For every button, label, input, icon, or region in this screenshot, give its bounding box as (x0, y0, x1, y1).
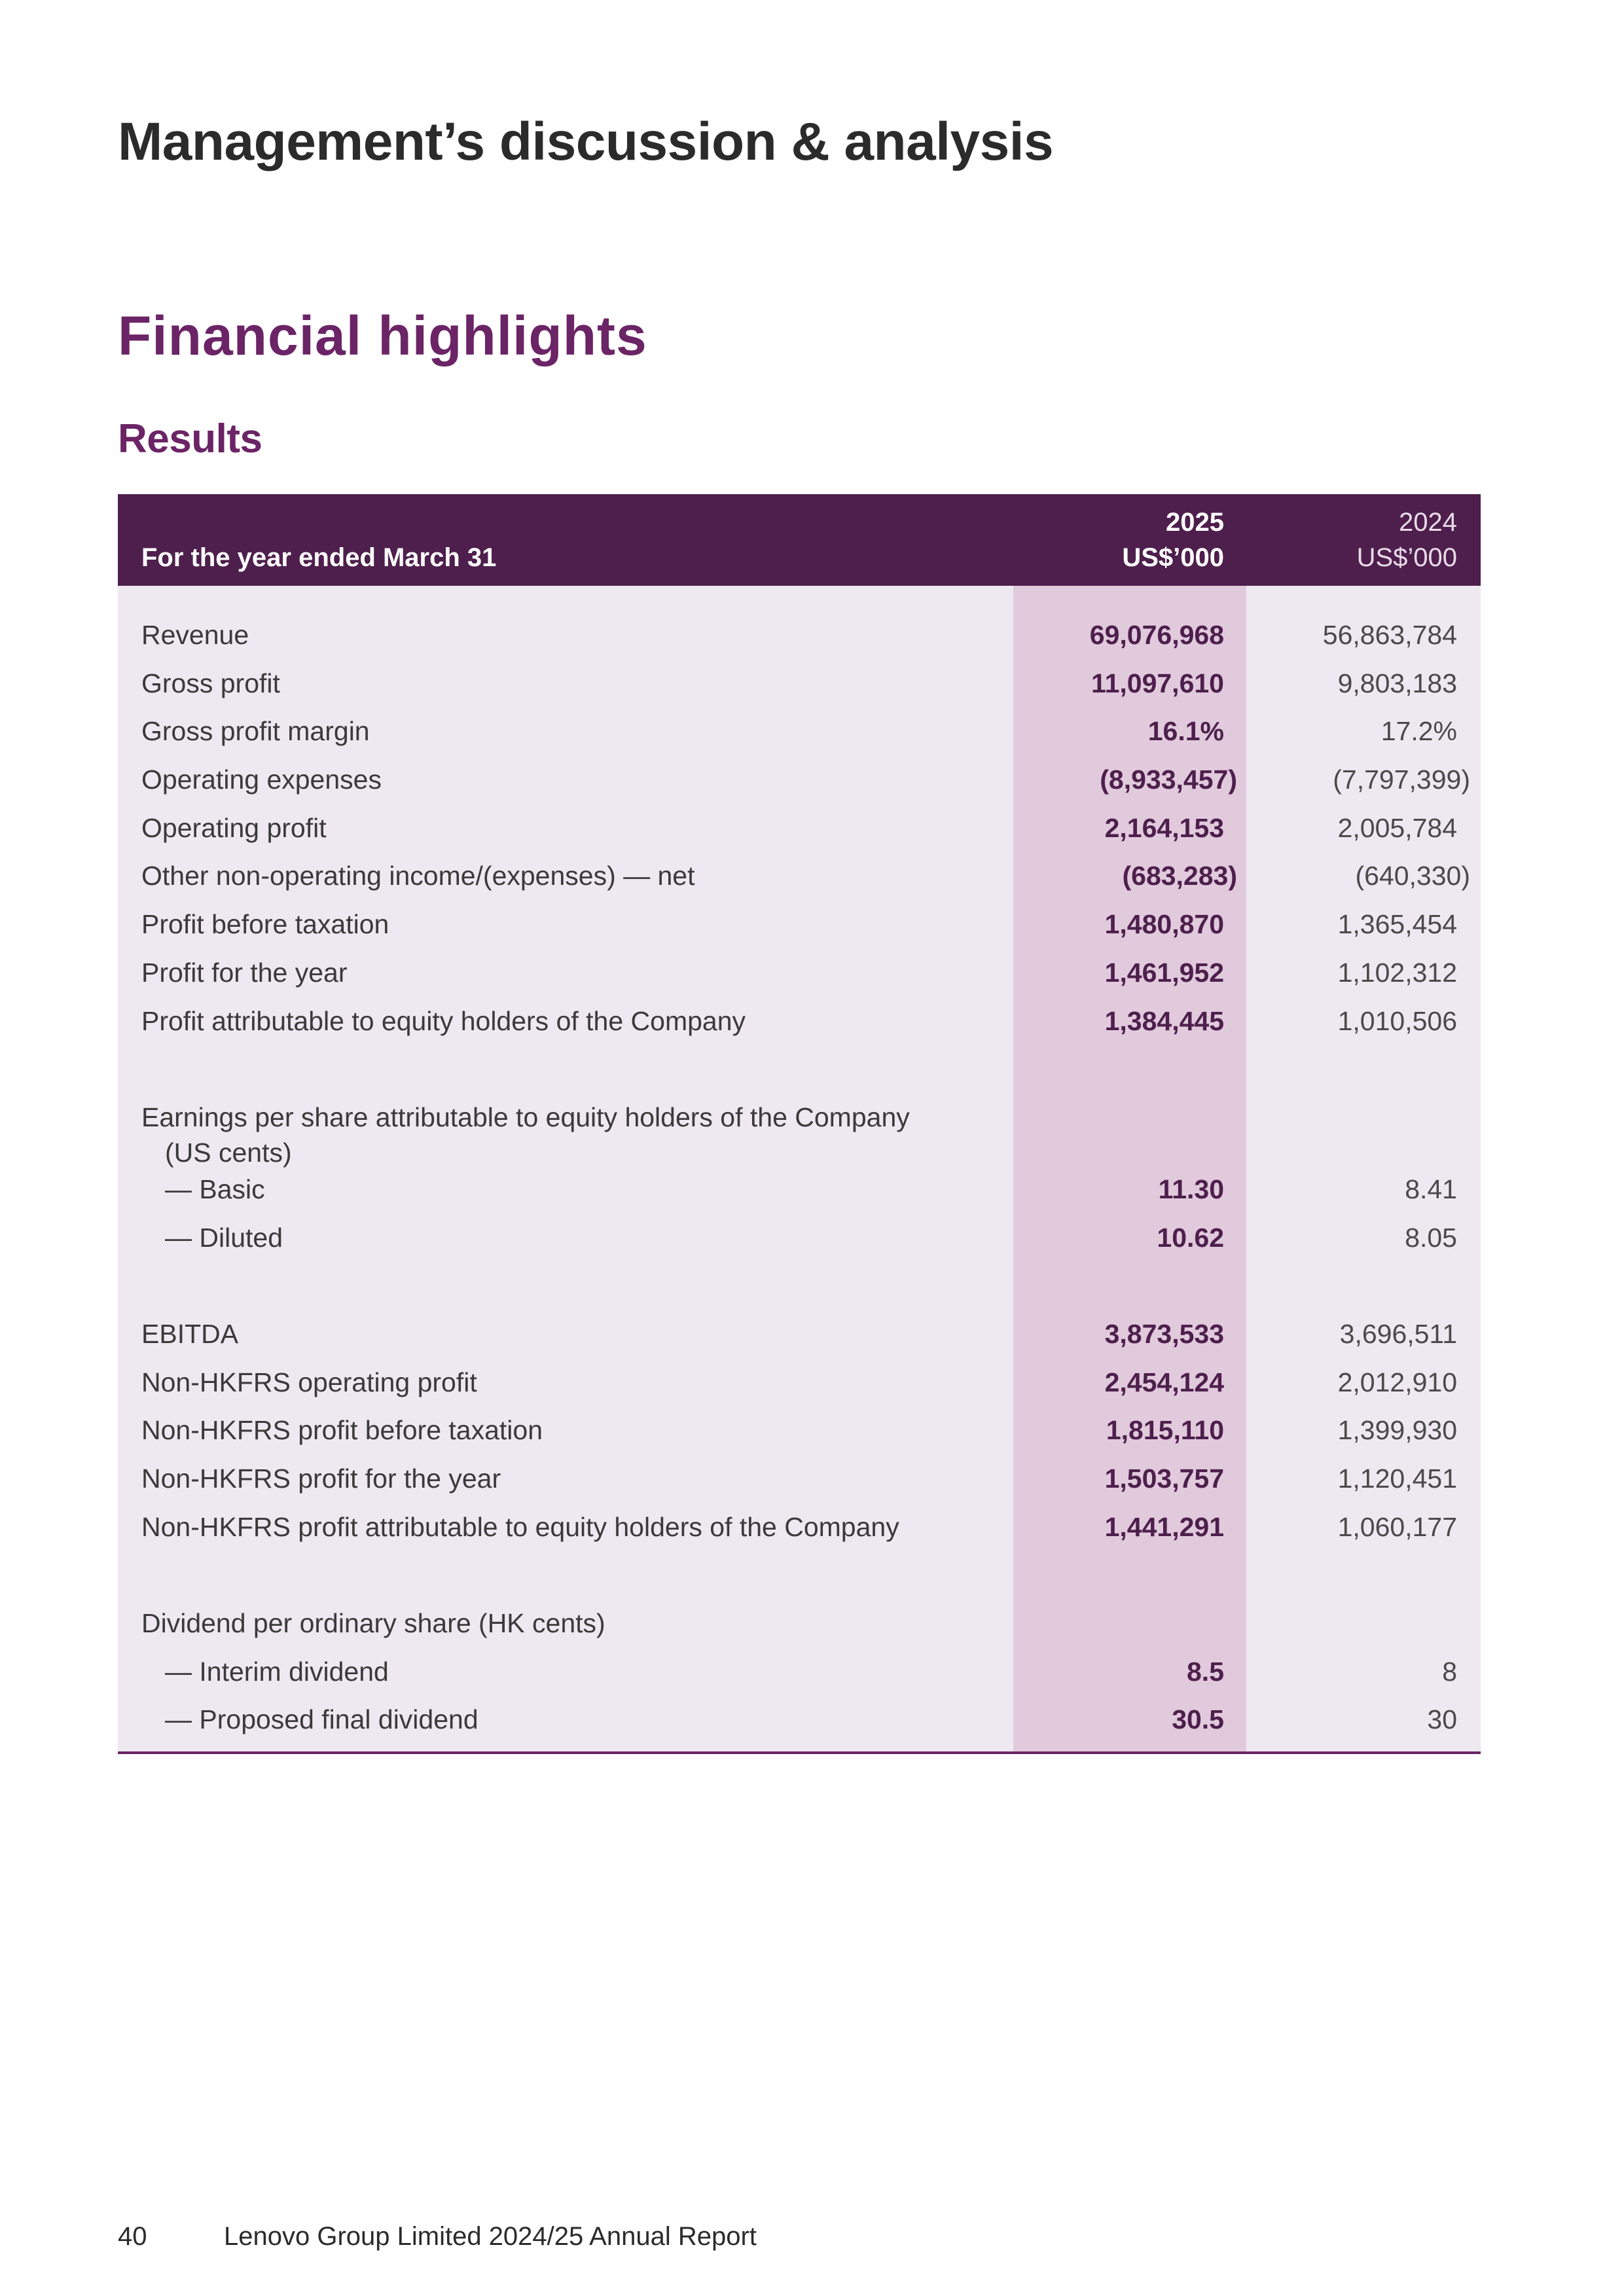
row-value-current: 2,164,153 (1104, 812, 1224, 843)
row-value-prior: 8 (1442, 1656, 1457, 1687)
row-value-prior: (7,797,399) (1333, 764, 1470, 795)
section-title: Management’s discussion & analysis (118, 112, 1054, 171)
table-row-group-heading (118, 1599, 1481, 1647)
table-row (118, 611, 1481, 659)
row-label: — Basic (165, 1174, 265, 1204)
row-value-prior: 8.05 (1405, 1222, 1457, 1253)
row-value-prior: 1,102,312 (1337, 957, 1457, 988)
row-value-current: 1,461,952 (1104, 957, 1224, 988)
row-label: Other non-operating income/(expenses) — net (141, 861, 695, 891)
table-row (118, 1647, 1481, 1696)
row-label: Non-HKFRS profit attributable to equity holders of the Company (141, 1511, 899, 1542)
row-label: Non-HKFRS profit before taxation (141, 1415, 543, 1446)
header-current-year (1122, 505, 1224, 575)
row-value-prior: 3,696,511 (1339, 1318, 1457, 1349)
table-row (118, 900, 1481, 948)
table-row (118, 1310, 1481, 1358)
table-row (118, 1213, 1481, 1262)
row-value-current: 1,503,757 (1104, 1463, 1224, 1494)
row-value-current: 1,384,445 (1104, 1005, 1224, 1036)
row-label: Gross profit (141, 668, 280, 698)
row-value-current: 2,454,124 (1104, 1367, 1224, 1397)
row-value-current: 3,873,533 (1104, 1318, 1224, 1349)
row-value-current: 69,076,968 (1089, 620, 1224, 650)
row-label: — Diluted (165, 1222, 283, 1253)
table-row (118, 659, 1481, 708)
row-value-current: 10.62 (1157, 1222, 1224, 1253)
page-heading: Financial highlights (118, 305, 647, 367)
header-current-year-label: 2025 (1166, 508, 1224, 537)
row-label: Revenue (141, 620, 249, 650)
row-value-prior: 2,005,784 (1337, 812, 1457, 843)
row-label: EBITDA (141, 1318, 239, 1349)
row-value-prior: 30 (1427, 1704, 1457, 1735)
row-value-prior: 1,365,454 (1337, 909, 1457, 940)
sub-heading: Results (118, 416, 262, 461)
row-value-prior: 56,863,784 (1322, 620, 1457, 650)
header-prior-unit: US$’000 (1356, 543, 1457, 572)
row-value-prior: 9,803,183 (1337, 668, 1457, 698)
row-value-prior: (640,330) (1355, 861, 1470, 891)
table-body (118, 586, 1481, 1754)
row-label: Profit attributable to equity holders of the Company (141, 1005, 746, 1036)
row-value-prior: 1,120,451 (1337, 1463, 1457, 1494)
table-row (118, 1695, 1481, 1744)
row-label: — Proposed final dividend (165, 1704, 478, 1735)
table-row (118, 997, 1481, 1045)
table-row (118, 1406, 1481, 1454)
row-value-current: 11,097,610 (1091, 668, 1224, 698)
header-prior-year-label: 2024 (1399, 508, 1457, 537)
row-value-current: 1,441,291 (1104, 1511, 1224, 1542)
table-row (118, 1454, 1481, 1503)
table-header (118, 494, 1481, 586)
row-label: Non-HKFRS profit for the year (141, 1463, 501, 1494)
eps-label-line1: Earnings per share attributable to equity holders of the Company (141, 1102, 910, 1132)
row-label: Dividend per ordinary share (HK cents) (141, 1608, 605, 1639)
table-row (118, 804, 1481, 852)
row-label (141, 1100, 1005, 1170)
row-value-prior: 1,060,177 (1337, 1511, 1457, 1542)
row-value-current: (683,283) (1122, 861, 1237, 891)
table-row (118, 1503, 1481, 1551)
row-label: Gross profit margin (141, 716, 370, 747)
page-number: 40 (118, 2222, 147, 2251)
table-row-group-heading (118, 1093, 1481, 1168)
page-footer (118, 2222, 757, 2251)
row-label: Non-HKFRS operating profit (141, 1367, 477, 1397)
row-spacer (118, 1045, 1481, 1093)
row-value-current: 1,815,110 (1106, 1415, 1224, 1446)
row-label: Profit for the year (141, 957, 348, 988)
table-row (118, 707, 1481, 755)
row-value-current: 11.30 (1158, 1174, 1224, 1204)
row-value-prior: 1,399,930 (1337, 1415, 1457, 1446)
row-label: — Interim dividend (165, 1656, 389, 1687)
table-row (118, 755, 1481, 804)
row-value-current: 8.5 (1187, 1656, 1224, 1687)
financial-highlights-table (118, 494, 1481, 1754)
row-value-prior: 17.2% (1380, 716, 1457, 747)
row-value-prior: 2,012,910 (1337, 1367, 1457, 1397)
row-value-current: 30.5 (1172, 1704, 1224, 1735)
row-label: Operating expenses (141, 764, 382, 795)
row-spacer (118, 1261, 1481, 1310)
row-label: Profit before taxation (141, 909, 389, 940)
table-row (118, 1358, 1481, 1407)
row-value-prior: 8.41 (1405, 1174, 1457, 1204)
eps-label-line2: (US cents) (165, 1137, 292, 1168)
table-row (118, 1165, 1481, 1213)
header-prior-year (1357, 505, 1457, 575)
row-value-current: 1,480,870 (1104, 909, 1224, 940)
row-value-prior: 1,010,506 (1337, 1005, 1457, 1036)
header-current-unit: US$’000 (1122, 543, 1224, 572)
report-title: Lenovo Group Limited 2024/25 Annual Report (224, 2222, 757, 2251)
row-value-current: (8,933,457) (1100, 764, 1237, 795)
table-row (118, 852, 1481, 900)
row-spacer (118, 1551, 1481, 1599)
row-value-current: 16.1% (1147, 716, 1224, 747)
header-period-label: For the year ended March 31 (141, 543, 497, 572)
table-row (118, 948, 1481, 997)
row-label: Operating profit (141, 812, 327, 843)
